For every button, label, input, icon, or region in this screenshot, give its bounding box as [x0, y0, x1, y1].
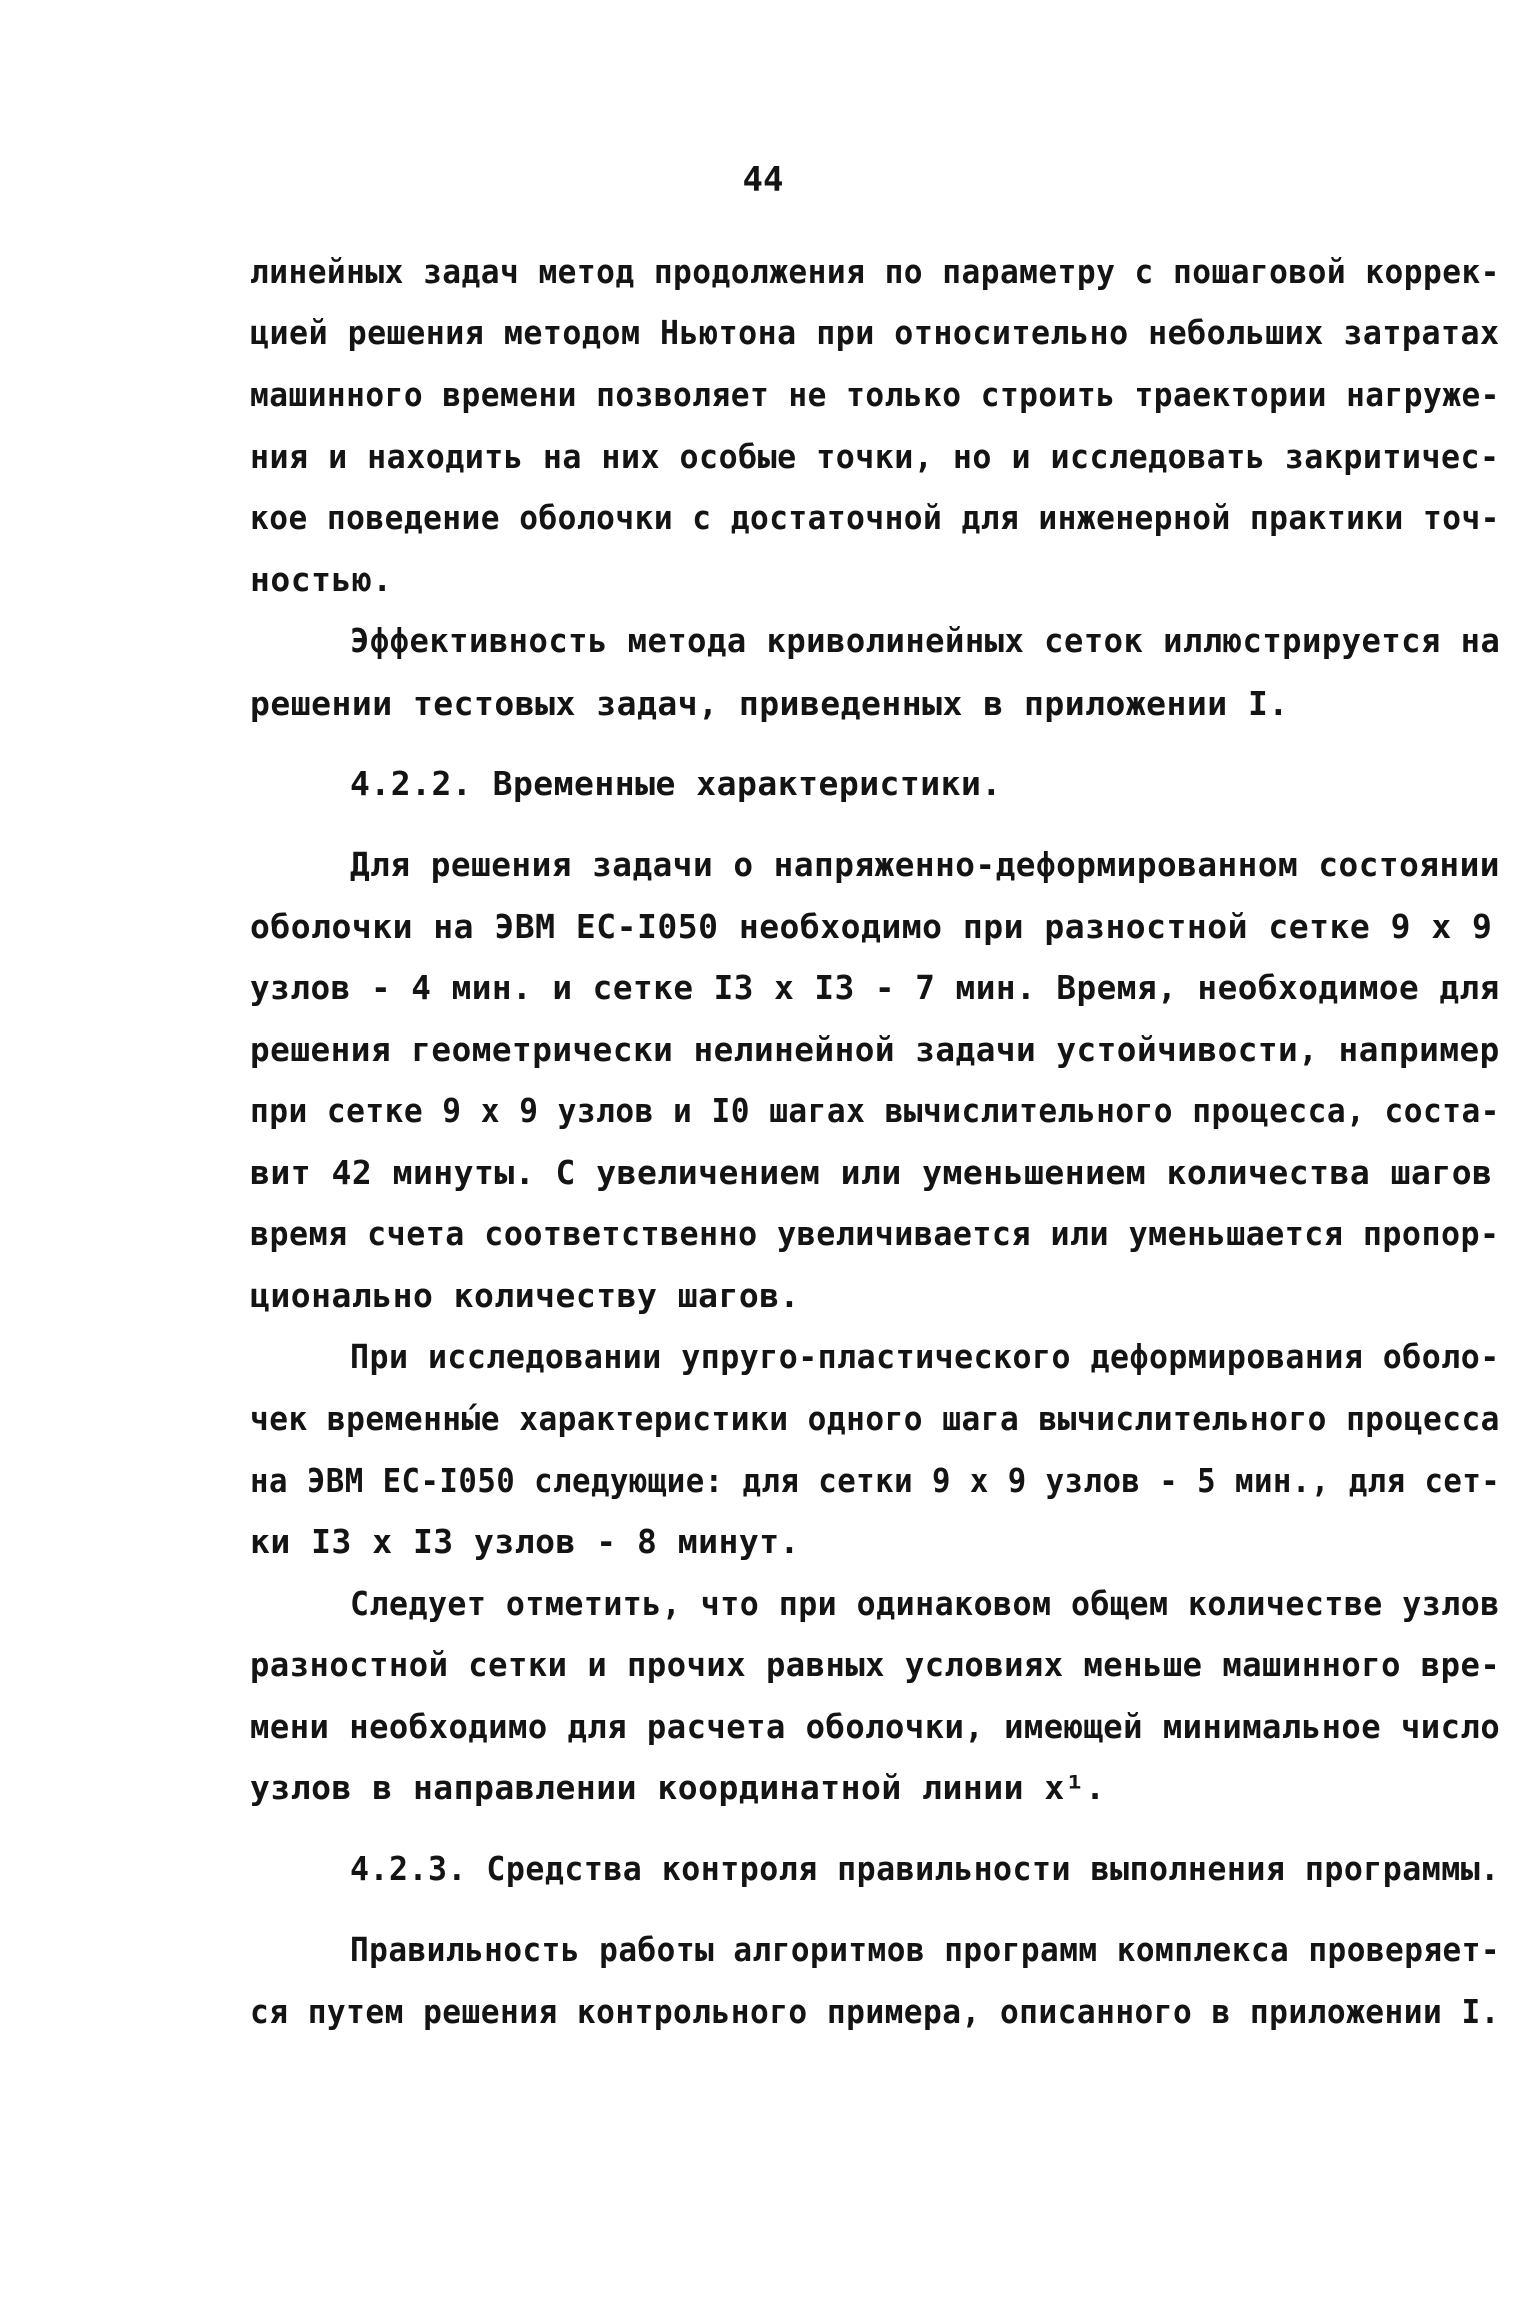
- text-line: разностной сетки и прочих равных условиях меньше машинного вре-: [250, 1645, 1501, 1684]
- text-line: ся путем решения контрольного примера, описанного в приложении I.: [250, 1992, 1500, 2031]
- page-number: 44: [742, 160, 784, 200]
- text-line: ния и находить на них особые точки, но и исследовать закритичес-: [250, 437, 1500, 476]
- text-line: узлов в направлении координатной линии x¹.: [250, 1768, 1106, 1807]
- text-line: чек временны́е характеристики одного шага вычислительного процесса: [250, 1399, 1500, 1438]
- text-line: Эффективность метода криволинейных сеток иллюстрируется на: [350, 621, 1501, 660]
- text-line: Для решения задачи о напряженно-деформированном состоянии: [350, 845, 1500, 884]
- text-line: цией решения методом Ньютона при относительно небольших затратах: [250, 313, 1500, 352]
- text-line: время счета соответственно увеличивается или уменьшается пропор-: [250, 1214, 1500, 1253]
- text-line: решения геометрически нелинейной задачи устойчивости, например: [250, 1030, 1500, 1069]
- section-heading: 4.2.3. Средства контроля правильности выполнения программы.: [350, 1849, 1500, 1888]
- text-line: ностью.: [250, 560, 393, 599]
- text-line: Правильность работы алгоритмов программ комплекса проверяет-: [350, 1930, 1501, 1969]
- section-heading: 4.2.2. Временные характеристики.: [350, 764, 1002, 803]
- text-line: машинного времени позволяет не только строить траектории нагруже-: [250, 375, 1500, 414]
- text-line: узлов - 4 мин. и сетке I3 х I3 - 7 мин. Время, необходимое для: [250, 968, 1500, 1007]
- text-line: ционально количеству шагов.: [250, 1276, 800, 1315]
- text-line: мени необходимо для расчета оболочки, имеющей минимальное число: [250, 1707, 1501, 1746]
- text-line: кое поведение оболочки с достаточной для инженерной практики точ-: [250, 498, 1500, 537]
- text-line: на ЭВМ ЕС-I050 следующие: для сетки 9 х 9 узлов - 5 мин., для сет-: [250, 1461, 1501, 1500]
- text-line: При исследовании упруго-пластического деформирования оболо-: [350, 1337, 1500, 1376]
- text-line: оболочки на ЭВМ ЕС-I050 необходимо при разностной сетке 9 х 9: [250, 907, 1493, 946]
- text-line: ки I3 х I3 узлов - 8 минут.: [250, 1522, 800, 1561]
- text-line: при сетке 9 х 9 узлов и I0 шагах вычислительного процесса, соста-: [250, 1091, 1500, 1130]
- text-line: вит 42 минуты. С увеличением или уменьшением количества шагов: [250, 1153, 1493, 1192]
- text-line: линейных задач метод продолжения по параметру с пошаговой коррек-: [250, 252, 1500, 291]
- text-line: решении тестовых задач, приведенных в приложении I.: [250, 684, 1289, 723]
- text-line: Следует отметить, что при одинаковом общем количестве узлов: [350, 1584, 1500, 1623]
